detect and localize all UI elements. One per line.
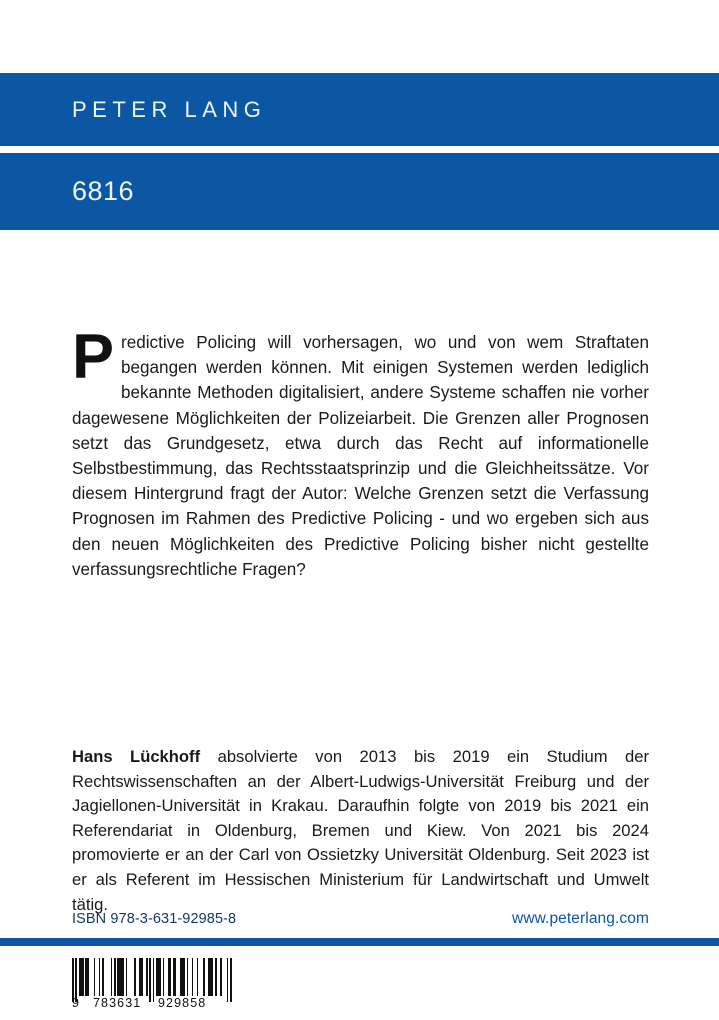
author-name: Hans Lückhoff xyxy=(72,747,201,766)
footer-row xyxy=(72,910,649,928)
publisher-bar xyxy=(0,73,719,146)
author-bio xyxy=(72,745,649,917)
isbn-text: ISBN 978-3-631-92985-8 xyxy=(72,911,237,927)
footer-blue-rule xyxy=(0,938,719,946)
barcode-right-group: 929858 xyxy=(158,996,207,1010)
barcode-left-group: 783631 xyxy=(93,996,142,1010)
blurb-paragraph xyxy=(72,322,649,582)
barcode-digits xyxy=(72,996,232,1012)
author-bio-text: absolvierte von 2013 bis 2019 ein Studium der Rechtswissenschaften an der Albert-Ludwigs-Universität Freiburg und der Jagiellonen-Universität in Krakau. Daraufhin folgte von 2019 bis 2021 ein Referendariat in Oldenburg, Bremen und Kiew. Von 2021 bis 2024 promovierte er an der Carl von Ossietzky Universität Oldenburg. Seit 2023 ist er als Referent im Hessischen Ministerium für Landwirtschaft und Umwelt tätig. xyxy=(72,747,649,914)
series-number: 6816 xyxy=(72,176,135,206)
barcode-lead-digit: 9 xyxy=(72,996,81,1010)
isbn-barcode xyxy=(72,958,232,1012)
blurb-dropcap: P xyxy=(72,322,115,392)
series-number-bar xyxy=(0,153,719,230)
blurb-text: redictive Policing will vorhersagen, wo und von wem Straftaten begangen werden können. Mit einigen Systemen werden lediglich bekannte Methoden digitalisiert, andere Systeme schaffen nie vorher dagewesene Möglichkeiten der Polizeiarbeit. Die Grenzen aller Prognosen setzt das Grundgesetz, etwa durch das Recht auf informationelle Selbstbestimmung, das Rechtsstaatsprinzip und die Gleichheitssätze. Vor diesem Hintergrund fragt der Autor: Welche Grenzen setzt die Verfassung Prognosen im Rahmen des Predictive Policing - und wo ergeben sich aus den neuen Möglichkeiten des Predictive Policing bisher nicht gestellte verfassungsrechtliche Fragen? xyxy=(72,333,649,579)
publisher-name: PETER LANG xyxy=(72,96,267,122)
publisher-website-link[interactable]: www.peterlang.com xyxy=(512,910,649,927)
